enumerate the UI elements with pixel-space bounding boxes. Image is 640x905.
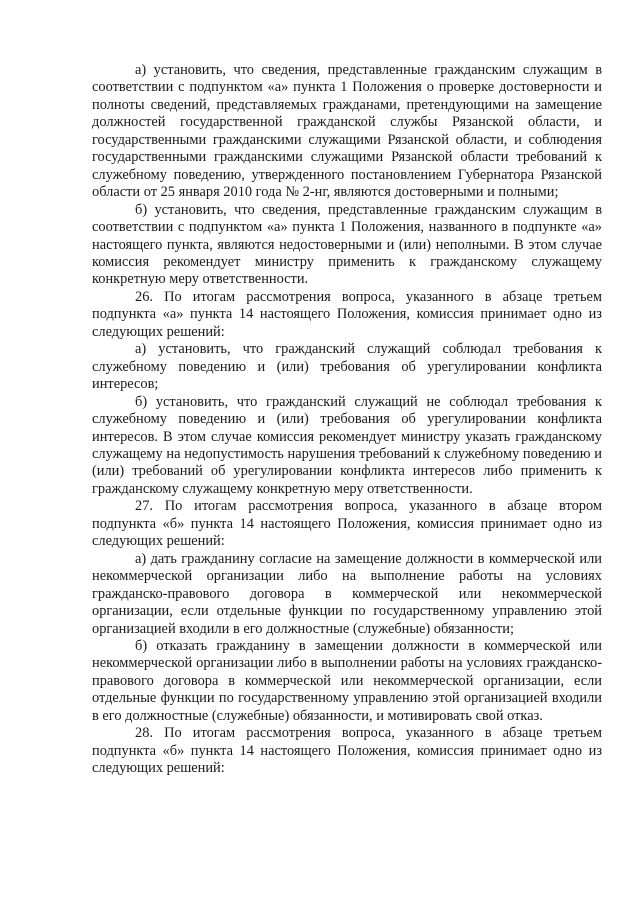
paragraph-25a: а) установить, что сведения, представленные гражданским служащим в соответствии с подпунктом «а» пункта 1 Положения о проверке достоверности и полноты сведений, представляемых гражданами, претендующими на замещение должностей государственной гражданской службы Рязанской области, и государственными гражданскими служащими Рязанской области, и соблюдения государственными гражданскими служащими Рязанской области требований к служебному поведению, утвержденного постановлением Губернатора Рязанской области от 25 января 2010 года № 2-нг, являются достоверными и полными; — [92, 62, 602, 201]
paragraph-26b: б) установить, что гражданский служащий не соблюдал требования к служебному поведению и (или) требования об урегулировании конфликта интересов. В этом случае комиссия рекомендует министру указать гражданскому служащему на недопустимость нарушения требований к служебному поведению и (или) требований об урегулировании конфликта интересов либо применить к гражданскому служащему конкретную меру ответственности. — [92, 393, 602, 497]
paragraph-26: 26. По итогам рассмотрения вопроса, указанного в абзаце третьем подпункта «а» пункта 14 настоящего Положения, комиссия принимает одно из следующих решений: — [92, 288, 602, 340]
paragraph-26a: а) установить, что гражданский служащий соблюдал требования к служебному поведению и (или) требования об урегулировании конфликта интересов; — [92, 341, 602, 393]
paragraph-27b: б) отказать гражданину в замещении должности в коммерческой или некоммерческой организации либо в выполнении работы на условиях гражданско-правового договора в коммерческой или некоммерческой организации, если отдельные функции по государственному управлению этой организацией входили в его должностные (служебные) обязанности, и мотивировать свой отказ. — [92, 637, 602, 724]
paragraph-27: 27. По итогам рассмотрения вопроса, указанного в абзаце втором подпункта «б» пункта 14 настоящего Положения, комиссия принимает одно из следующих решений: — [92, 498, 602, 550]
paragraph-25b: б) установить, что сведения, представленные гражданским служащим в соответствии с подпунктом «а» пункта 1 Положения, названного в подпункте «а» настоящего пункта, являются недостоверными и (или) неполными. В этом случае комиссия рекомендует министру применить к гражданскому служащему конкретную меру ответственности. — [92, 201, 602, 288]
paragraph-27a: а) дать гражданину согласие на замещение должности в коммерческой или некоммерческой организации либо на выполнение работы на условиях гражданско-правового договора в коммерческой или некоммерческой организации, если отдельные функции по государственному управлению этой организацией входили в его должностные (служебные) обязанности; — [92, 550, 602, 637]
paragraph-28: 28. По итогам рассмотрения вопроса, указанного в абзаце третьем подпункта «б» пункта 14 настоящего Положения, комиссия принимает одно из следующих решений: — [92, 725, 602, 777]
